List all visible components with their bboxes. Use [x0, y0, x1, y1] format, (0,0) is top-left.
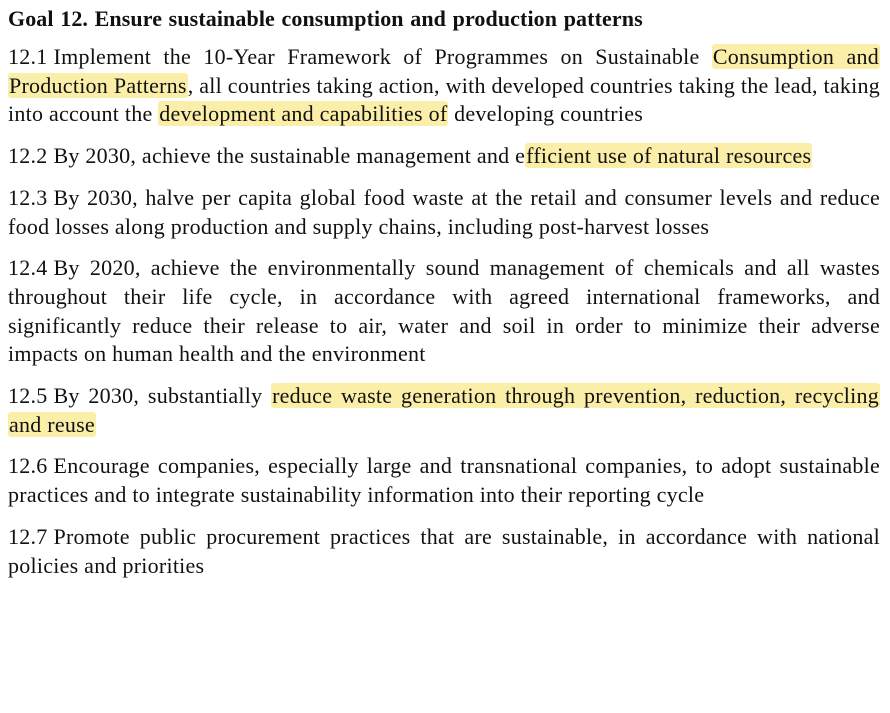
- target-number: 12.1: [8, 44, 48, 69]
- target-12-4: [8, 254, 880, 369]
- target-text: Implement the 10-Year Framework of Programmes on Sustainable: [53, 44, 712, 69]
- document-page: [8, 4, 880, 593]
- target-12-7: [8, 523, 880, 580]
- target-12-6: [8, 452, 880, 509]
- highlighted-text: fficient use of natural resources: [526, 143, 812, 169]
- target-12-5: [8, 382, 880, 439]
- target-text: By 2020, achieve the environmentally sound management of chemicals and all wastes throughout their life cycle, in accordance with agreed international frameworks, and significantly reduce their release to air, water and soil in order to minimize their adverse impacts on human health and the environment: [8, 255, 880, 367]
- target-12-1: [8, 43, 880, 129]
- target-number: 12.5: [8, 383, 48, 409]
- target-text: , all countries taking action, with developed countries taking the lead, taking into account the: [8, 72, 881, 127]
- target-number: 12.6: [8, 453, 48, 479]
- target-12-3: [8, 184, 880, 241]
- target-number: 12.3: [8, 184, 48, 210]
- target-text: developing countries: [448, 101, 644, 127]
- target-number: 12.7: [8, 523, 48, 549]
- highlighted-text: reduce waste generation through prevention, reduction, recycling and reuse: [9, 383, 879, 437]
- target-text: By 2030, halve per capita global food waste at the retail and consumer levels and reduce food losses along production and supply chains, including post-harvest losses: [8, 184, 880, 239]
- highlighted-text: Consumption and Production Patterns: [9, 44, 879, 98]
- highlighted-text: development and capabilities of: [159, 101, 448, 127]
- goal-title: Goal 12. Ensure sustainable consumption and production patterns: [8, 6, 643, 31]
- target-text: By 2030, achieve the sustainable management and e: [53, 143, 526, 169]
- target-list: [8, 43, 880, 580]
- target-text: Promote public procurement practices that are sustainable, in accordance with national policies and priorities: [8, 523, 880, 578]
- target-12-2: [8, 142, 880, 171]
- target-number: 12.4: [8, 255, 48, 281]
- target-number: 12.2: [8, 143, 48, 169]
- target-text: By 2030, substantially: [53, 383, 272, 409]
- target-text: Encourage companies, especially large and transnational companies, to adopt sustainable practices and to integrate sustainability information into their reporting cycle: [8, 453, 880, 508]
